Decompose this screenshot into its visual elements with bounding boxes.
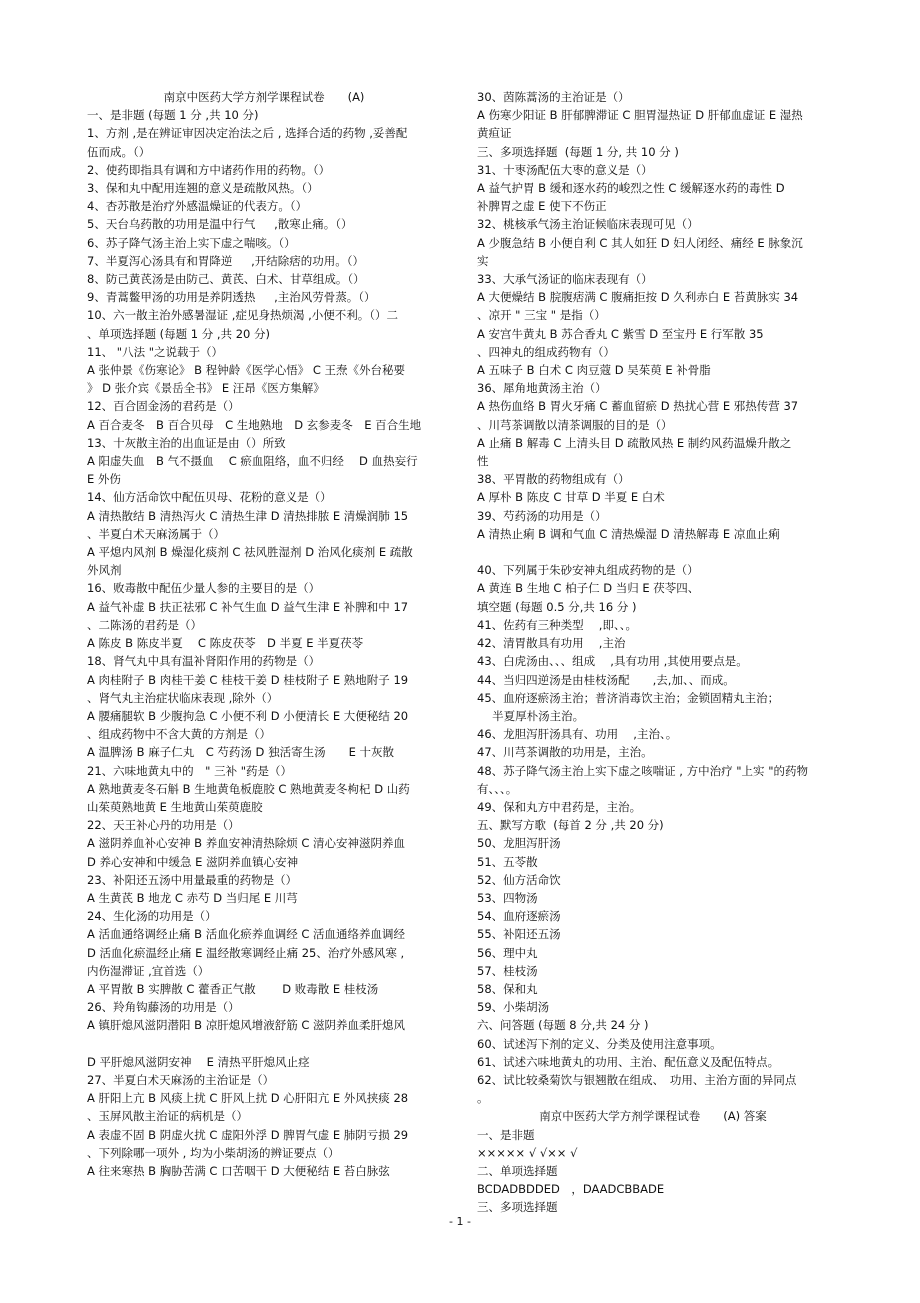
- text-line: 6、苏子降气汤主治上实下虚之喘咳。（）: [87, 235, 296, 250]
- text-line: 7、半夏泻心汤具有和胃降逆 ,开结除痞的功用。（）: [87, 253, 365, 268]
- text-line: 57、桂枝汤: [477, 963, 538, 978]
- right-column: [477, 88, 829, 1217]
- text-line: A 阳虚失血 B 气不摄血 C 瘀血阻络，血不归经 D 血热妄行: [87, 454, 418, 469]
- text-line: 、川芎茶调散以清茶调服的目的是（）: [477, 417, 673, 432]
- text-line: A 安宫牛黄丸 B 苏合香丸 C 紫雪 D 至宝丹 E 行军散 35: [477, 326, 764, 341]
- text-line: A 益气护胃 B 缓和逐水药的峻烈之性 C 缓解逐水药的毒性 D: [477, 181, 785, 196]
- text-line: A 肝阳上亢 B 风痰上扰 C 肝风上扰 D 心肝阳亢 E 外风挟痰 28: [87, 1091, 409, 1106]
- text-line: 二、单项选择题: [477, 1163, 558, 1178]
- text-line: A 清热散结 B 清热泻火 C 清热生津 D 清热排脓 E 清燥润肺 15: [87, 508, 409, 523]
- text-line: BCDADBDDED ，DAADCBBADE: [477, 1182, 665, 1197]
- text-line: 51、五苓散: [477, 854, 538, 869]
- text-line: A 平胃散 B 实脾散 C 藿香正气散 D 败毒散 E 桂枝汤: [87, 981, 379, 996]
- text-line: E 外伤: [87, 472, 121, 487]
- text-line: 50、龙胆泻肝汤: [477, 836, 561, 851]
- section-title: 南京中医药大学方剂学课程试卷 (A) 答案: [539, 1109, 767, 1124]
- text-line: 54、血府逐瘀汤: [477, 909, 561, 924]
- text-line: D 平肝熄风滋阴安神 E 清热平肝熄风止痉: [87, 1054, 310, 1069]
- text-line: 47、川芎茶调散的功用是，主治。: [477, 745, 653, 760]
- text-line: A 腰痛腿软 B 少腹拘急 C 小便不利 D 小便清长 E 大便秘结 20: [87, 708, 409, 723]
- text-line: 11、 "八法 "之说载于（）: [87, 344, 224, 359]
- text-line: 13、十灰散主治的出血证是由（）所致: [87, 435, 286, 450]
- text-line: 58、保和丸: [477, 981, 538, 996]
- text-line: 44、当归四逆汤是由桂枝汤配 ,去,加、、而成。: [477, 672, 735, 687]
- text-line: 31、十枣汤配伍大枣的意义是（）: [477, 162, 653, 177]
- text-line: 、下列除哪一项外 , 均为小柴胡汤的辨证要点（）: [87, 1145, 340, 1160]
- text-line: 。: [477, 1091, 489, 1106]
- text-line: 26、羚角钩藤汤的功用是（）: [87, 1000, 240, 1015]
- text-line: 4、杏苏散是治疗外感温燥证的代表方。（）: [87, 199, 308, 214]
- text-line: 、二陈汤的君药是（）: [87, 617, 202, 632]
- text-line: A 止痛 B 解毒 C 上清头目 D 疏散风热 E 制约风药温燥升散之: [477, 435, 792, 450]
- text-line: 山茱萸熟地黄 E 生地黄山茱萸鹿胶: [87, 799, 263, 814]
- text-line: 38、平胃散的药物组成有（）: [477, 472, 630, 487]
- text-line: 40、下列属于朱砂安神丸组成药物的是（）: [477, 563, 699, 578]
- text-line: 一、是非题 (每题 1 分 ,共 10 分): [87, 108, 259, 123]
- text-line: A 滋阴养血补心安神 B 养血安神清热除烦 C 清心安神滋阴养血: [87, 836, 406, 851]
- text-line: 五、默写方歌 (每首 2 分 ,共 20 分): [477, 818, 664, 833]
- text-line: 2、使药即指具有调和方中诸药作用的药物。（）: [87, 162, 331, 177]
- text-line: 61、试述六味地黄丸的功用、主治、配伍意义及配伍特点。: [477, 1054, 780, 1069]
- text-line: A 平熄内风剂 B 燥湿化痰剂 C 祛风胜湿剂 D 治风化痰剂 E 疏散: [87, 545, 413, 560]
- text-line: A 热伤血络 B 胃火牙痛 C 蓄血留瘀 D 热扰心营 E 邪热传营 37: [477, 399, 799, 414]
- text-line: A 厚朴 B 陈皮 C 甘草 D 半夏 E 白术: [477, 490, 665, 505]
- text-line: 、组成药物中不含大黄的方剂是（）: [87, 727, 271, 742]
- section-title: 南京中医药大学方剂学课程试卷 (A): [163, 90, 365, 104]
- text-line: 半夏厚朴汤主治。: [477, 708, 585, 723]
- text-line: A 熟地黄麦冬石斛 B 生地黄龟板鹿胶 C 熟地黄麦冬枸杞 D 山药: [87, 781, 410, 796]
- text-line: 1、方剂 ,是在辨证审因决定治法之后 , 选择合适的药物 ,妥善配: [87, 126, 408, 141]
- text-line: 27、半夏白术天麻汤的主治证是（）: [87, 1072, 275, 1087]
- text-line: 、凉开 " 三宝 " 是指（）: [477, 308, 606, 323]
- text-line: 内伤湿滞证 ,宜首选（）: [87, 963, 210, 978]
- text-line: 10、六一散主治外感暑湿证 ,症见身热烦渴 ,小便不利。（）二: [87, 308, 399, 323]
- text-line: 六、问答题 (每题 8 分,共 24 分 ): [477, 1018, 649, 1033]
- text-line: A 少腹急结 B 小便自利 C 其人如狂 D 妇人闭经、痛经 E 脉象沉: [477, 235, 803, 250]
- text-line: 59、小柴胡汤: [477, 1000, 550, 1015]
- left-column: [87, 88, 441, 1180]
- text-line: 53、四物汤: [477, 890, 538, 905]
- text-line: 性: [477, 454, 489, 469]
- text-line: 填空题 (每题 0.5 分,共 16 分 ): [477, 599, 637, 614]
- text-line: 有、、、。: [477, 781, 518, 796]
- text-line: A 张仲景《伤寒论》 B 程钟龄《医学心悟》 C 王焘《外台秘要: [87, 363, 406, 378]
- text-line: D 养心安神和中缓急 E 滋阴养血镇心安神: [87, 854, 299, 869]
- page-number: - 1 -: [449, 1215, 471, 1228]
- text-line: 24、生化汤的功用是（）: [87, 909, 217, 924]
- text-line: 一、是非题: [477, 1127, 535, 1142]
- text-line: 36、犀角地黄汤主治（）: [477, 381, 607, 396]
- text-line: 9、青蒿鳖甲汤的功用是养阴透热 ,主治风劳骨蒸。（）: [87, 290, 376, 305]
- text-line: A 陈皮 B 陈皮半夏 C 陈皮茯苓 D 半夏 E 半夏茯苓: [87, 636, 364, 651]
- text-line: 60、试述泻下剂的定义、分类及使用注意事项。: [477, 1036, 722, 1051]
- text-line: 22、天王补心丹的功用是（）: [87, 818, 240, 833]
- text-line: 33、大承气汤证的临床表现有（）: [477, 272, 653, 287]
- text-line: 补脾胃之虚 E 使下不伤正: [477, 199, 607, 214]
- text-line: 32、桃核承气汤主治证候临床表现可见（）: [477, 217, 699, 232]
- text-line: A 五味子 B 白术 C 肉豆蔻 D 吴茱萸 E 补骨脂: [477, 363, 711, 378]
- text-line: 三、多项选择题 (每题 1 分, 共 10 分 ): [477, 144, 679, 159]
- text-line: A 伤寒少阳证 B 肝郁脾滞证 C 胆胃湿热证 D 肝郁血虚证 E 湿热: [477, 108, 803, 123]
- text-line: A 表虚不固 B 阴虚火扰 C 虚阳外浮 D 脾胃气虚 E 肺阴亏损 29: [87, 1127, 409, 1142]
- text-line: 伍而成。（）: [87, 144, 151, 159]
- text-line: 、肾气丸主治症状临床表现 ,除外（）: [87, 690, 279, 705]
- text-line: 、玉屏风散主治证的病机是（）: [87, 1109, 248, 1124]
- text-line: 14、仙方活命饮中配伍贝母、花粉的意义是（）: [87, 490, 332, 505]
- text-line: 41、佐药有三种类型 ,即、、。: [477, 617, 637, 632]
- text-line: 、四神丸的组成药物有（）: [477, 344, 615, 359]
- text-line: 18、肾气丸中具有温补肾阳作用的药物是（）: [87, 654, 321, 669]
- text-line: A 清热止痢 B 调和气血 C 清热燥湿 D 清热解毒 E 凉血止痢: [477, 526, 780, 541]
- text-line: 48、苏子降气汤主治上实下虚之咳喘证 , 方中治疗 "上实 "的药物: [477, 763, 808, 778]
- text-line: 52、仙方活命饮: [477, 872, 561, 887]
- text-line: [87, 1035, 441, 1053]
- text-line: ××××× √ √×× √: [477, 1145, 578, 1160]
- text-line: 55、补阳还五汤: [477, 927, 561, 942]
- text-line: 21、六味地黄丸中的 " 三补 "药是（）: [87, 763, 293, 778]
- text-line: 3、保和丸中配用连翘的意义是疏散风热。（）: [87, 181, 319, 196]
- text-line: D 活血化瘀温经止痛 E 温经散寒调经止痛 25、治疗外感风寒 ,: [87, 945, 405, 960]
- text-line: A 益气补虚 B 扶正祛邪 C 补气生血 D 益气生津 E 补脾和中 17: [87, 599, 409, 614]
- text-line: 、半夏白术天麻汤属于（）: [87, 526, 225, 541]
- text-line: 43、白虎汤由、、、组成 ,具有功用 ,其使用要点是。: [477, 654, 748, 669]
- text-line: A 生黄芪 B 地龙 C 赤芍 D 当归尾 E 川芎: [87, 890, 298, 905]
- text-line: 黄疸证: [477, 126, 512, 141]
- text-line: A 百合麦冬 B 百合贝母 C 生地熟地 D 玄参麦冬 E 百合生地: [87, 417, 422, 432]
- text-line: 8、防己黄芪汤是由防己、黄芪、白术、甘草组成。（）: [87, 272, 365, 287]
- text-line: 三、多项选择题: [477, 1200, 558, 1215]
- text-line: A 镇肝熄风滋阴潜阳 B 凉肝熄风增液舒筋 C 滋阴养血柔肝熄风: [87, 1018, 406, 1033]
- text-line: 、单项选择题 (每题 1 分 ,共 20 分): [87, 326, 271, 341]
- text-line: 30、茵陈蒿汤的主治证是（）: [477, 90, 630, 104]
- text-line: A 活血通络调经止痛 B 活血化瘀养血调经 C 活血通络养血调经: [87, 927, 406, 942]
- text-line: 》 D 张介宾《景岳全书》 E 汪昂《医方集解》: [87, 381, 325, 396]
- text-line: 42、清胃散具有功用 ,主治: [477, 636, 626, 651]
- text-line: 外风剂: [87, 563, 122, 578]
- text-line: A 黄连 B 生地 C 柏子仁 D 当归 E 茯苓四、: [477, 581, 700, 596]
- text-line: [477, 543, 829, 561]
- text-line: 62、试比较桑菊饮与银翘散在组成、 功用、主治方面的异同点: [477, 1072, 797, 1087]
- text-line: 12、百合固金汤的君药是（）: [87, 399, 240, 414]
- text-line: 45、血府逐瘀汤主治；普济消毒饮主治；金锁固精丸主治；: [477, 690, 780, 705]
- text-line: 实: [477, 253, 489, 268]
- text-line: 39、芍药汤的功用是（）: [477, 508, 607, 523]
- text-line: 23、补阳还五汤中用量最重的药物是（）: [87, 872, 298, 887]
- text-line: 49、保和丸方中君药是，主治。: [477, 799, 642, 814]
- text-line: 46、龙胆泻肝汤具有、功用 ,主治、。: [477, 727, 678, 742]
- text-line: A 大便燥结 B 脘腹痞满 C 腹痛拒按 D 久利赤白 E 苔黄脉实 34: [477, 290, 799, 305]
- text-line: 16、败毒散中配伍少量人参的主要目的是（）: [87, 581, 321, 596]
- text-line: A 温脾汤 B 麻子仁丸 C 芍药汤 D 独活寄生汤 E 十灰散: [87, 745, 394, 760]
- text-line: 5、天台乌药散的功用是温中行气 ,散寒止痛。（）: [87, 217, 353, 232]
- text-line: 56、理中丸: [477, 945, 538, 960]
- text-line: A 往来寒热 B 胸胁苦满 C 口苦咽干 D 大便秘结 E 苔白脉弦: [87, 1163, 390, 1178]
- text-line: A 肉桂附子 B 肉桂干姜 C 桂枝干姜 D 桂枝附子 E 熟地附子 19: [87, 672, 409, 687]
